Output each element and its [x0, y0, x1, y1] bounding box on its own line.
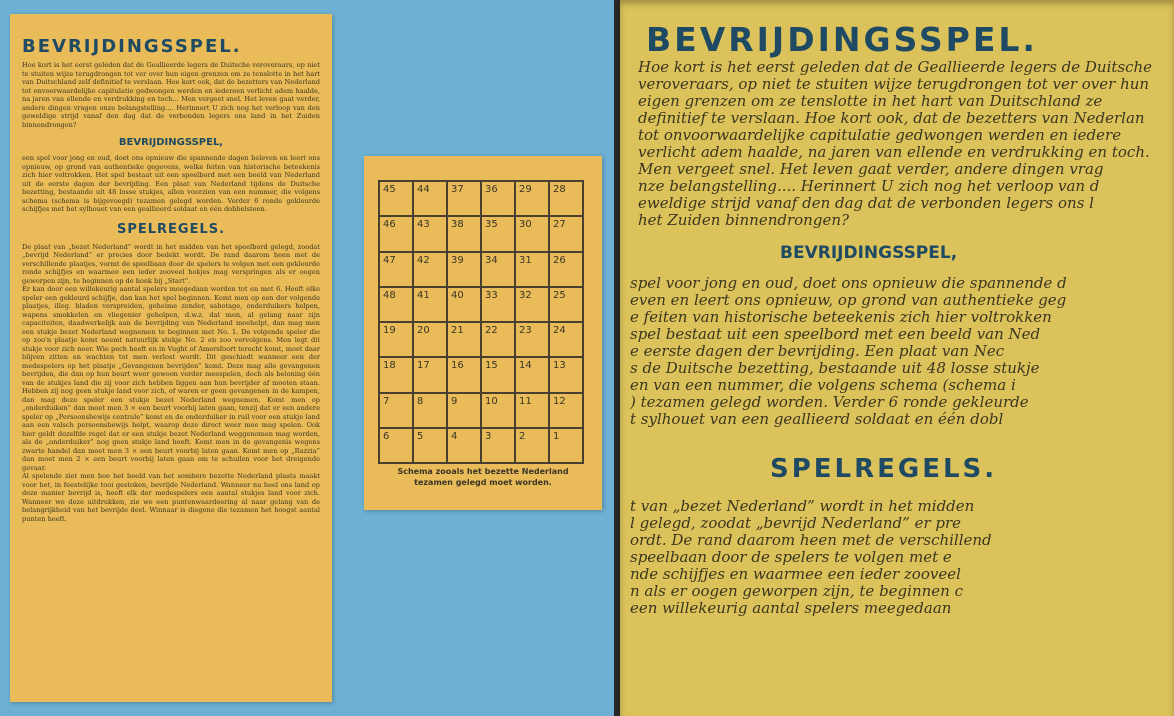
schema-cell: 37 [447, 181, 481, 216]
schema-cell: 16 [447, 357, 481, 392]
zoomed-detail-panel [620, 0, 1174, 716]
zoom-intro-line: definitief te verslaan. Hoe kort ook, dat de bezetters van Nederlan [638, 110, 1145, 127]
schema-cell: 7 [379, 393, 413, 428]
zoom-intro-line: eweldige strijd vanaf den dag dat de verbonden legers ons l [638, 195, 1094, 212]
schema-sheet [364, 156, 602, 510]
schema-cell: 10 [481, 393, 515, 428]
zoom-intro-line: tot onvoorwaardelijke capitulatie gedwongen werden en iedere [638, 127, 1122, 144]
schema-cell: 8 [413, 393, 447, 428]
schema-cell: 22 [481, 322, 515, 357]
zoom-description-line: e feiten van historische beteekenis zich hier voltrokken [630, 309, 1052, 326]
zoom-description-line: s de Duitsche bezetting, bestaande uit 48 losse stukje [630, 360, 1040, 377]
schema-cell: 20 [413, 322, 447, 357]
schema-cell: 28 [549, 181, 583, 216]
schema-cell: 11 [515, 393, 549, 428]
zoom-description-line: even en leert ons opnieuw, op grond van authentieke geg [630, 292, 1067, 309]
rules-paragraph-3: Al spelende ziet men hoe het beeld van het sombere bezette Nederland plaats maakt voor het, in feestelijke tooi gestoken, bevrijde Nederland. Wanneer nu heel ons land op deze manier bevrijd is, heeft elk der medespelers een aantal stukjes land voor zich. Wanneer we deze uitdrukken, zie we een puntenwaardeering al naar gelang van de belangrijkheid van het bevrijde deel. Winnaar is diegene die tezamen het hoogst aantal punten heeft. [22, 472, 320, 523]
schema-cell: 38 [447, 216, 481, 251]
schema-cell: 35 [481, 216, 515, 251]
zoom-rules-line: ordt. De rand daarom heen met de verschillend [630, 532, 992, 549]
zoom-rules-line: l gelegd, zoodat „bevrijd Nederland” er pre [630, 515, 962, 532]
rules-paragraph-1: De plaat van „bezet Nederland” wordt in het midden van het speelbord gelegd, zoodat „bevrijd Nederland” er precies door bedekt wordt. De rand daarom heen met de verschillende plaatjes, vormt de speelbaan door de spelers te volgen met een gekleurde ronde schijfjes en waarmee een ieder zooveel hokjes mag verspringen als er oogen geworpen zijn, te beginnen op de hoek bij „Start”. [22, 242, 320, 285]
zoom-intro-line: het Zuiden binnendrongen? [638, 212, 850, 229]
zoom-description-line: spel voor jong en oud, doet ons opnieuw die spannende d [630, 275, 1067, 292]
schema-cell: 9 [447, 393, 481, 428]
zoom-intro-line: nze belangstelling.... Herinnert U zich nog het verloop van d [638, 178, 1100, 195]
zoom-rules-line: een willekeurig aantal spelers meegedaan [630, 600, 952, 617]
rules-sheet-subtitle: BEVRIJDINGSSPEL, [118, 137, 224, 148]
schema-caption [374, 466, 592, 488]
zoom-intro-line: Men vergeet snel. Het leven gaat verder, andere dingen vrag [638, 161, 1104, 178]
schema-cell: 31 [515, 252, 549, 287]
rules-sheet-intro: Hoe kort is het eerst geleden dat de Geallieerde legers de Duitsche veroveraars, op niet te stuiten wijze terugdrongen tot ver over hun eigen grenzen om ze tenslotte in het hart van Duitschland zelf definitief te verslaan. Hoe kort ook, dat de bezetters van Nederland tot onvoorwaardelijke capitulatie gedwongen werden en iedereen verlicht adem haalde, na jaren van ellende en verdrukking en toch... Men vergeet snel. Het leven gaat verder, andere dingen vragen onze belangstelling.... Herinnert U zich nog het verloop van den geweldige strijd vanaf den dag dat de verbonden legers ons land in het Zuiden binnendrongen? [22, 61, 320, 129]
schema-cell: 42 [413, 252, 447, 287]
zoom-description-line: spel bestaat uit een speelbord met een beeld van Ned [630, 326, 1041, 343]
schema-cell: 1 [549, 428, 583, 463]
schema-cell: 2 [515, 428, 549, 463]
schema-cell: 40 [447, 287, 481, 322]
zoom-rules-text [620, 498, 1174, 617]
schema-cell: 30 [515, 216, 549, 251]
schema-cell: 46 [379, 216, 413, 251]
rules-sheet-rules-title: SPELREGELS. [116, 221, 226, 237]
zoom-intro-line: Hoe kort is het eerst geleden dat de Geallieerde legers de Duitsche [638, 59, 1153, 76]
zoom-description-line: en van een nummer, die volgens schema (schema i [630, 377, 1016, 394]
schema-cell: 3 [481, 428, 515, 463]
schema-cell: 25 [549, 287, 583, 322]
schema-cell: 32 [515, 287, 549, 322]
schema-cell: 33 [481, 287, 515, 322]
schema-cell: 12 [549, 393, 583, 428]
zoom-description [620, 275, 1174, 428]
rules-sheet-description: een spel voor jong en oud, doet ons opnieuw die spannende dagen beleven en leert ons opnieuw, op grond van authentieke gegevens, welke feiten van historische beteekenis zich hier voltrokken. Het spel bestaat uit een speelbord met een beeld van Nederland uit de eerste dagen der bevrijding. Een plaat van Nederland tijdens de Duitsche bezetting, bestaande uit 48 losse stukjes, allen voorzien van een nummer, die volgens schema (schema is bijgevoegd) tezamen gelegd worden. Verder 6 ronde gekleurde schijfjes met het sylhouet van een geallieerd soldaat en één dobbelsteen. [22, 154, 320, 213]
zoom-intro [620, 59, 1174, 229]
zoom-description-line: e eerste dagen der bevrijding. Een plaat van Nec [630, 343, 1005, 360]
zoom-title: BEVRIJDINGSSPEL. [646, 20, 1038, 59]
schema-caption-line-2: tezamen gelegd moet worden. [414, 478, 552, 487]
puzzle-schema-grid [378, 180, 584, 464]
zoom-description-line: t sylhouet van een geallieerd soldaat en één dobl [630, 411, 1004, 428]
zoom-intro-line: verlicht adem haalde, na jaren van ellende en verdrukking en toch. [638, 144, 1150, 161]
zoom-rules-line: speelbaan door de spelers te volgen met e [630, 549, 952, 566]
zoom-rules-line: t van „bezet Nederland” wordt in het midden [630, 498, 975, 515]
schema-cell: 13 [549, 357, 583, 392]
schema-cell: 5 [413, 428, 447, 463]
schema-cell: 36 [481, 181, 515, 216]
schema-cell: 23 [515, 322, 549, 357]
schema-cell: 4 [447, 428, 481, 463]
zoom-intro-line: veroveraars, op niet te stuiten wijze terugdrongen tot ver over hun [638, 76, 1150, 93]
schema-cell: 17 [413, 357, 447, 392]
schema-cell: 39 [447, 252, 481, 287]
schema-cell: 27 [549, 216, 583, 251]
schema-caption-line-1: Schema zooals het bezette Nederland [397, 467, 569, 476]
zoom-intro-line: eigen grenzen om ze tenslotte in het hart van Duitschland ze [638, 93, 1103, 110]
schema-cell: 6 [379, 428, 413, 463]
schema-cell: 26 [549, 252, 583, 287]
rules-paragraph-2: Er kan door een willekeurig aantal spelers meegedaan worden tot en met 6. Heeft elke speler een gekleurd schijfje, dan kan het spel beginnen. Komt men op een der volgende plaatjes, illeg. bladen verspreiden, geheime zender, sabotage, onderduikers helpen, wapens smokkelen en vliegenier geholpen, d.w.z. dat men, al gelang naar zijn capaciteiten, daadwerkelijk aan de bevrijding van Nederland meehelpt, dan mag men een stukje bezet Nederland wegnemen te beginnen met No. 1. De volgende speler die op zoo'n plaatje komt neemt natuurlijk stukje No. 2 en zoo vervolgens. Men legt dit stukje voor zich neer. Wie pech heeft en in Vught of Amersfoort terecht komt, moet daar blijven zitten en wachten tot men verlost wordt. Dit geschiedt wanneer een der medespelers op het plaatje „Gevangenen bevrijden” komt. Deze mag alle gevangenen bevrijden, die dan op hun beurt weer gewoon verder meespelen, doch als beloning één van de stukjes land die zij voor zich hebben liggen aan hun bevrijder af moeten staan. Hebben zij nog geen stukje land voor zich, of waren er geen gevangenen in de kampen, dan mag deze speler een stukje bezet Nederland wegnemen. Komt men op „onderduiken” dan moet men 3 × een beurt voorbij laten gaan, tenzij dat er een andere speler op „Persoonsbewijs centrale” komt en de onderduiker in ruil voor een stukje land aan een valsch persoonsbewijs helpt, waarop deze direct weer mee mag spelen. Ook hier geldt dezelfde regel dat er een stukje bezet Nederland weggenomen mag worden, als de „onderduiker” nog geen stukje land heeft. Komt men in de gevangenis wegens zwarte handel dan moet men 3 × een beurt voorbij laten gaan. Komt men op „Razzia” dan moet men 2 × een beurt voorbij laten gaan om te schuilen voor het dreigende gevaar. [22, 285, 320, 472]
zoom-subtitle: BEVRIJDINGSSPEL, [780, 243, 958, 263]
zoom-rules-line: nde schijfjes en waarmee een ieder zooveel [630, 566, 961, 583]
schema-cell: 21 [447, 322, 481, 357]
schema-cell: 24 [549, 322, 583, 357]
schema-cell: 44 [413, 181, 447, 216]
schema-cell: 15 [481, 357, 515, 392]
schema-cell: 45 [379, 181, 413, 216]
zoom-rules-title: SPELREGELS. [770, 454, 998, 484]
schema-cell: 34 [481, 252, 515, 287]
zoom-description-line: ) tezamen gelegd worden. Verder 6 ronde gekleurde [630, 394, 1029, 411]
schema-cell: 48 [379, 287, 413, 322]
schema-cell: 29 [515, 181, 549, 216]
schema-cell: 41 [413, 287, 447, 322]
schema-cell: 18 [379, 357, 413, 392]
rules-sheet-title: BEVRIJDINGSSPEL. [22, 36, 242, 57]
schema-cell: 19 [379, 322, 413, 357]
schema-cell: 43 [413, 216, 447, 251]
schema-cell: 47 [379, 252, 413, 287]
rules-sheet [10, 14, 332, 702]
schema-cell: 14 [515, 357, 549, 392]
zoom-rules-line: n als er oogen geworpen zijn, te beginnen c [630, 583, 963, 600]
